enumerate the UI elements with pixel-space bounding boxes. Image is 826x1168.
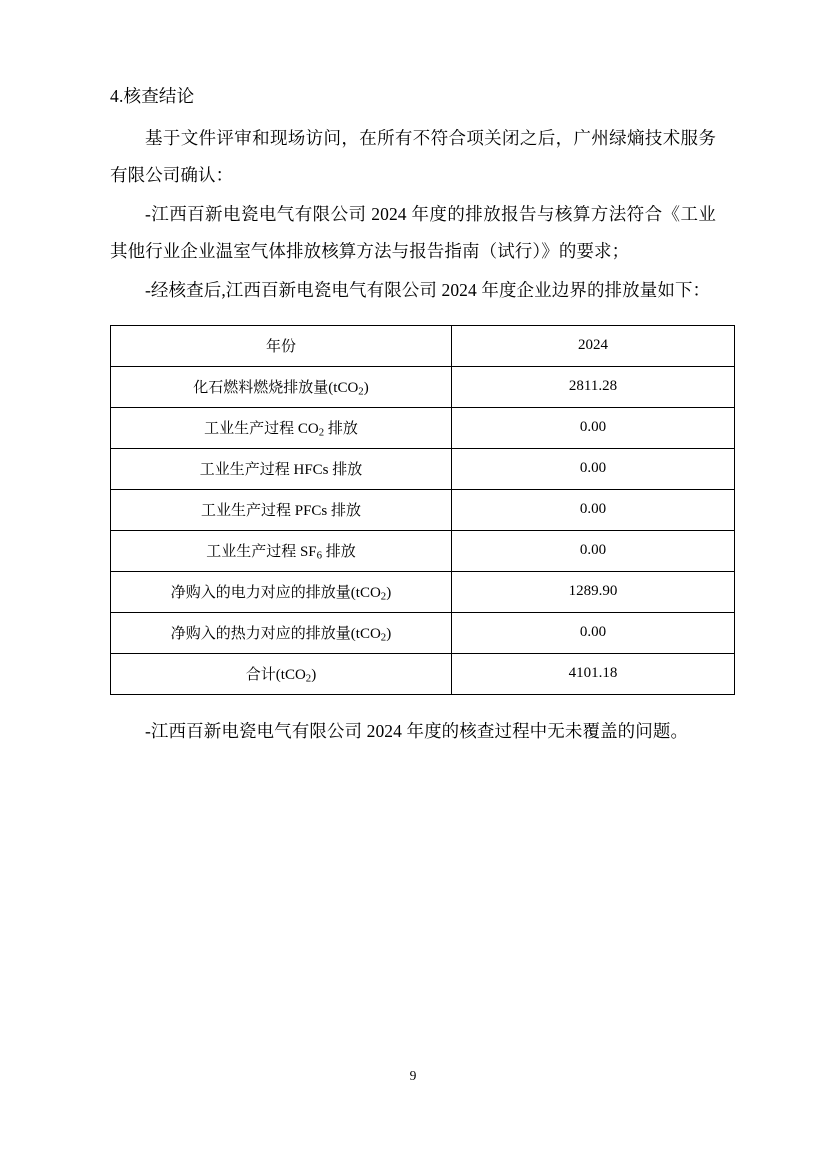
table-cell-value: 2024 — [452, 325, 735, 366]
table-cell-label: 工业生产过程 $SF_6$ 排放 — [111, 530, 452, 571]
table-row — [111, 653, 735, 694]
table-cell-value: 0.00 — [452, 612, 735, 653]
table-row — [111, 530, 735, 571]
paragraph-confirmation: 基于文件评审和现场访问，在所有不符合项关闭之后，广州绿熵技术服务有限公司确认： — [110, 127, 716, 185]
table-row — [111, 366, 735, 407]
paragraph-closing: -江西百新电瓷电气有限公司 2024 年度的核查过程中无未覆盖的问题。 — [145, 720, 689, 741]
table-cell-label: 工业生产过程 PFCs 排放 — [111, 489, 452, 530]
table-cell-value: 1289.90 — [452, 571, 735, 612]
page-content — [110, 88, 716, 752]
table-row — [111, 571, 735, 612]
table-cell-label: 合计(tCO$_2$) — [111, 653, 452, 694]
paragraph-boundary-emissions: -经核查后,江西百新电瓷电气有限公司 2024 年度企业边界的排放量如下： — [145, 279, 711, 300]
table-row — [111, 489, 735, 530]
table-cell-label: 工业生产过程 HFCs 排放 — [111, 448, 452, 489]
table-cell-value: 2811.28 — [452, 366, 735, 407]
section-heading: 4.核查结论 — [110, 86, 195, 106]
table-row — [111, 448, 735, 489]
emissions-table-body — [111, 325, 735, 694]
paragraph-compliance: -江西百新电瓷电气有限公司 2024 年度的排放报告与核算方法符合《工业其他行业企业温室气体排放核算方法与报告指南（试行）》的要求； — [110, 203, 716, 261]
table-cell-value: 4101.18 — [452, 653, 735, 694]
table-cell-label: 工业生产过程 $CO_2$ 排放 — [111, 407, 452, 448]
emissions-table-wrapper — [110, 325, 716, 695]
table-cell-value: 0.00 — [452, 530, 735, 571]
table-cell-value: 0.00 — [452, 489, 735, 530]
table-cell-label: 化石燃料燃烧排放量(tCO$_2$) — [111, 366, 452, 407]
table-row — [111, 612, 735, 653]
page-number: 9 — [409, 1068, 417, 1083]
table-row — [111, 407, 735, 448]
table-cell-label: 净购入的热力对应的排放量(tCO$_2$) — [111, 612, 452, 653]
table-row — [111, 325, 735, 366]
emissions-table — [110, 325, 735, 695]
table-cell-value: 0.00 — [452, 407, 735, 448]
table-cell-label: 年份 — [111, 325, 452, 366]
table-cell-value: 0.00 — [452, 448, 735, 489]
table-cell-label: 净购入的电力对应的排放量(tCO$_2$) — [111, 571, 452, 612]
